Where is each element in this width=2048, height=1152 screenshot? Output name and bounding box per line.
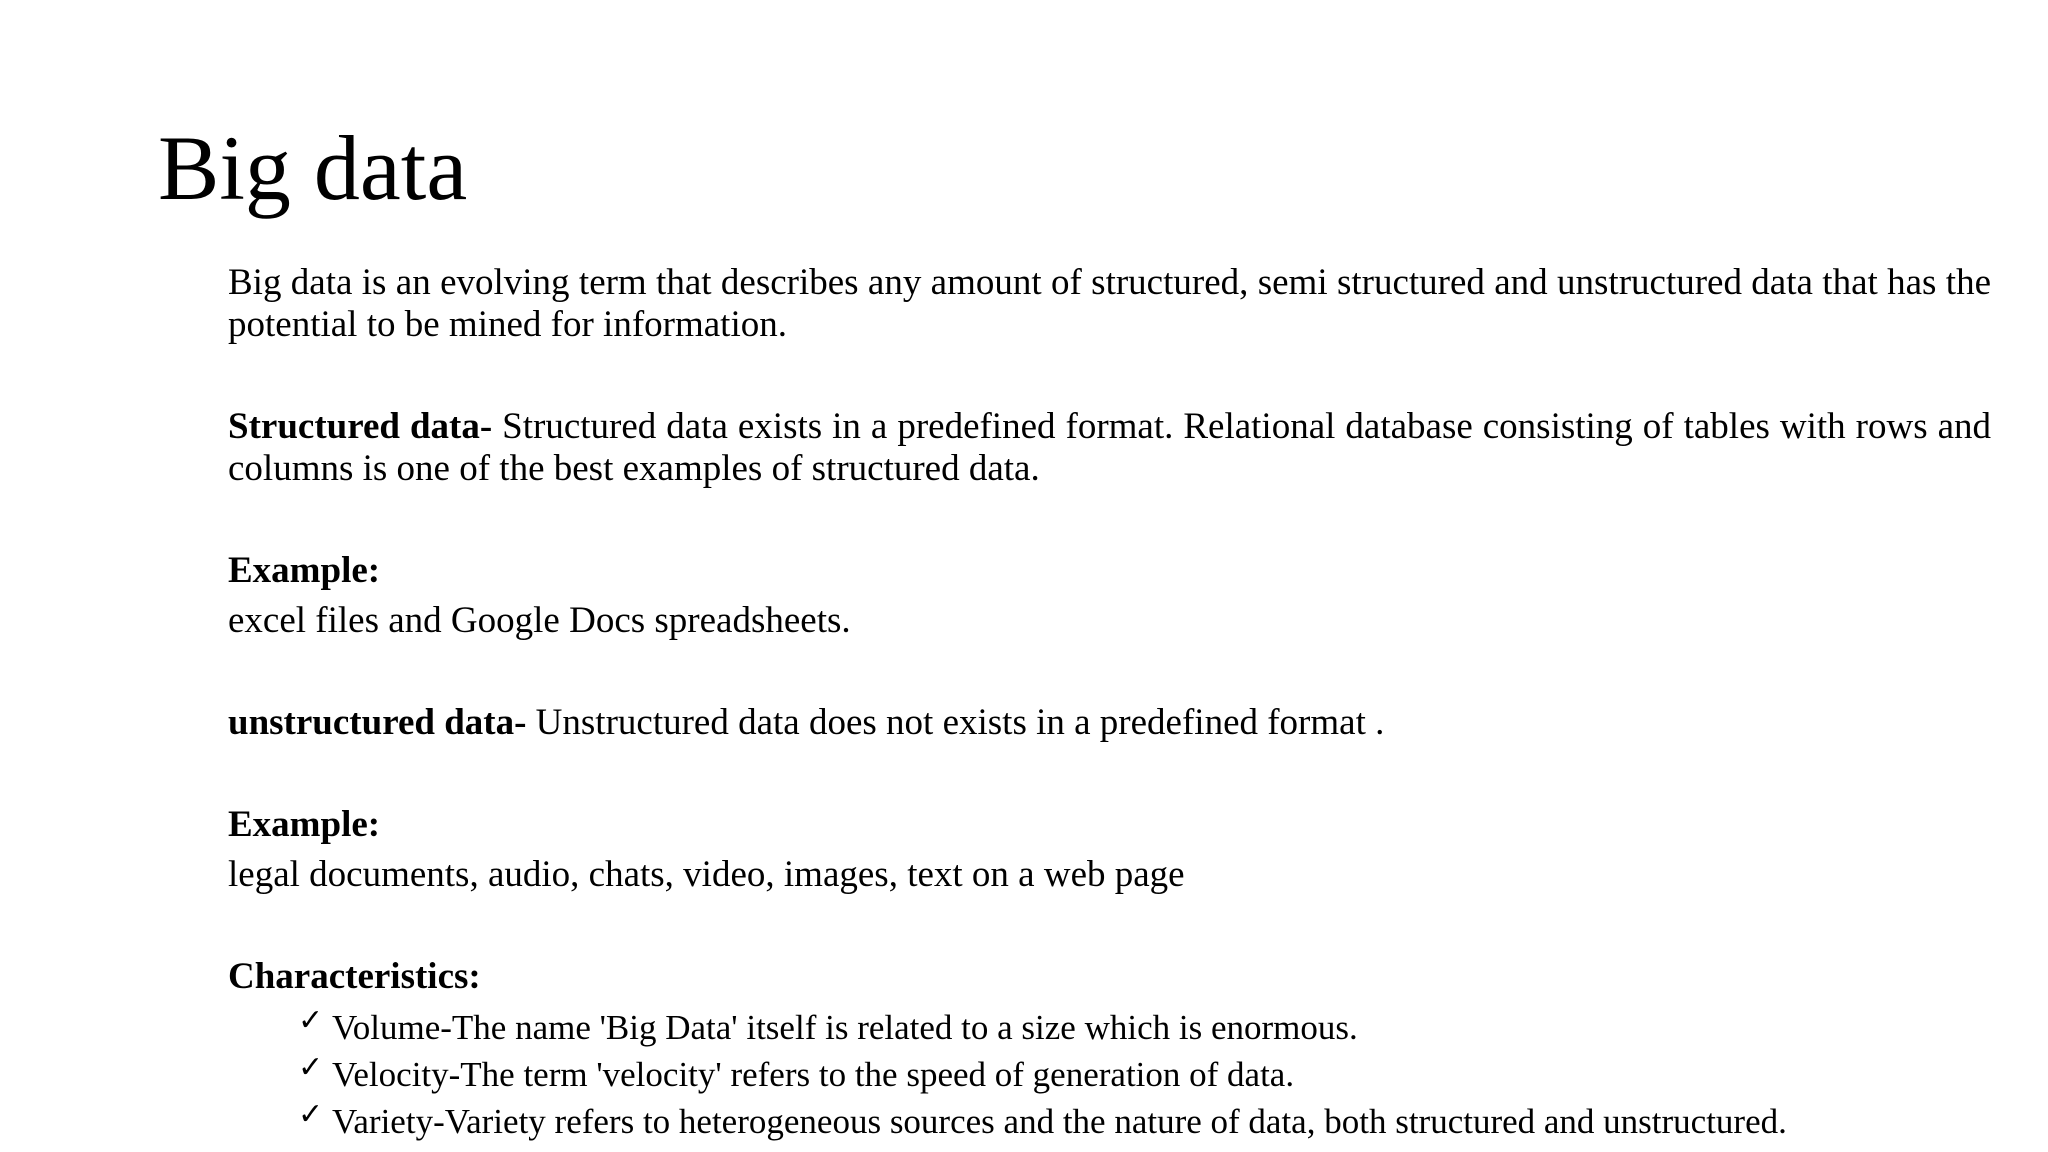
structured-example-label: Example: bbox=[228, 550, 381, 591]
list-item-text: Volume-The name 'Big Data' itself is related to a size which is enormous. bbox=[332, 1008, 1358, 1047]
structured-label: Structured data- bbox=[228, 406, 493, 447]
unstructured-example-text: legal documents, audio, chats, video, images, text on a web page bbox=[228, 854, 1185, 895]
structured-example-text: excel files and Google Docs spreadsheets. bbox=[228, 600, 851, 641]
structured-text: Structured data exists in a predefined format. Relational database consisting of tables with rows and columns is one of the best examples of structured data. bbox=[228, 406, 1991, 489]
characteristics-label: Characteristics: bbox=[228, 956, 481, 997]
unstructured-text: Unstructured data does not exists in a predefined format . bbox=[526, 702, 1385, 743]
slide-content bbox=[228, 262, 1991, 1145]
list-item bbox=[298, 1098, 1991, 1145]
list-item-text: Velocity-The term 'velocity' refers to the speed of generation of data. bbox=[332, 1055, 1295, 1094]
structured-paragraph bbox=[228, 406, 1991, 490]
intro-paragraph: Big data is an evolving term that describes any amount of structured, semi structured and unstructured data that has the potential to be mined for information. bbox=[228, 262, 1991, 345]
list-item-text: Variety-Variety refers to heterogeneous sources and the nature of data, both structured and unstructured. bbox=[332, 1102, 1787, 1141]
characteristics-list bbox=[228, 1004, 1991, 1145]
list-item bbox=[298, 1051, 1991, 1098]
unstructured-paragraph bbox=[228, 702, 1991, 744]
unstructured-example-label: Example: bbox=[228, 804, 381, 845]
checkmark-icon: ✓ bbox=[298, 1097, 324, 1132]
unstructured-label: unstructured data- bbox=[228, 702, 527, 743]
list-item bbox=[298, 1004, 1991, 1051]
slide-title: Big data bbox=[158, 117, 468, 219]
checkmark-icon: ✓ bbox=[298, 1003, 324, 1038]
checkmark-icon: ✓ bbox=[298, 1050, 324, 1085]
